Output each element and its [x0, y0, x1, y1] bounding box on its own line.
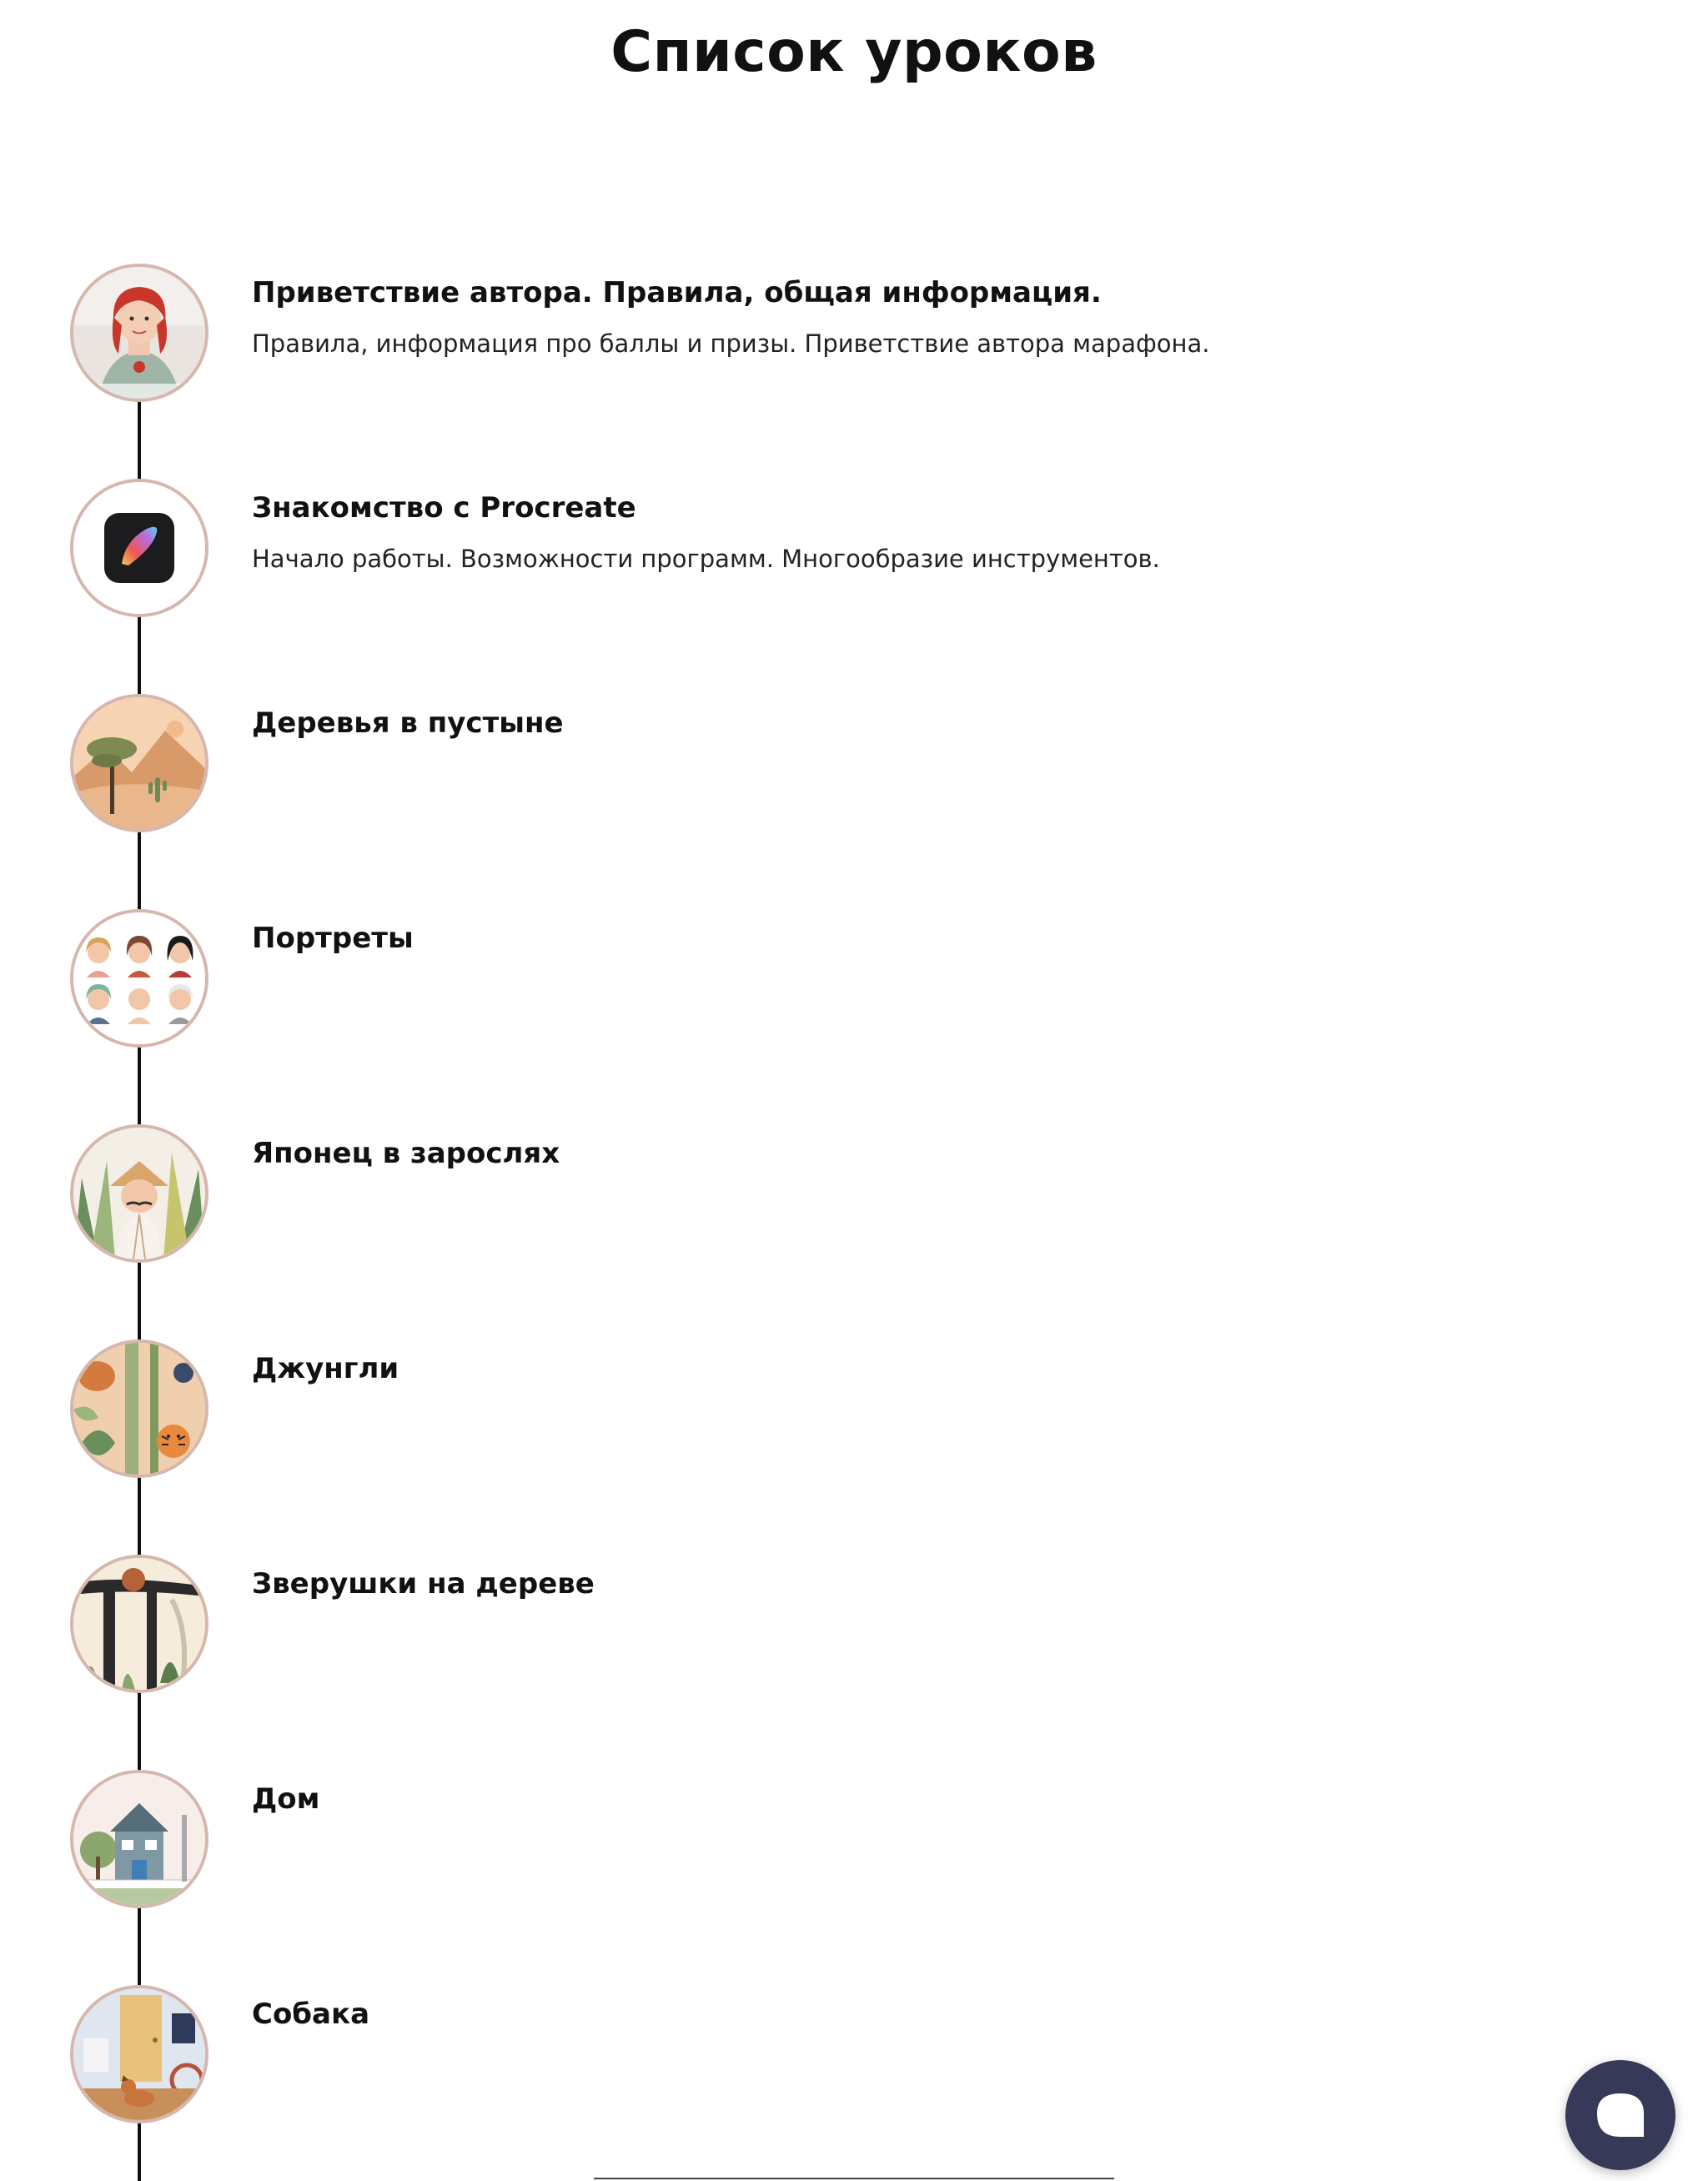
jungle-image[interactable]	[70, 1339, 208, 1478]
page-title: Список уроков	[610, 19, 1098, 85]
lesson-title[interactable]: Знакомство с Procreate	[252, 491, 636, 525]
lesson-item[interactable]	[70, 264, 1655, 405]
house-image[interactable]	[70, 1770, 208, 1908]
lesson-item[interactable]	[70, 479, 1655, 621]
lesson-description: Правила, информация про баллы и призы. Приветствие автора марафона.	[252, 329, 1210, 358]
lesson-item[interactable]	[70, 1555, 1655, 1696]
lesson-item[interactable]	[70, 1124, 1655, 1266]
lesson-item[interactable]	[70, 909, 1655, 1051]
lesson-title[interactable]: Приветствие автора. Правила, общая информация.	[252, 276, 1102, 309]
bottom-divider	[594, 2178, 1114, 2179]
lesson-title[interactable]: Портреты	[252, 922, 414, 955]
animals-on-tree-image[interactable]	[70, 1555, 208, 1693]
dog-image[interactable]	[70, 1985, 208, 2123]
japanese-man-image[interactable]	[70, 1124, 208, 1263]
author-portrait-image[interactable]	[70, 264, 208, 402]
lesson-title[interactable]: Собака	[252, 1998, 370, 2031]
desert-trees-image[interactable]	[70, 694, 208, 832]
lesson-item[interactable]	[70, 1770, 1655, 1912]
lesson-title[interactable]: Джунгли	[252, 1352, 399, 1385]
procreate-app-icon[interactable]	[70, 479, 208, 617]
chat-button[interactable]	[1565, 2060, 1675, 2170]
lesson-title[interactable]: Японец в зарослях	[252, 1137, 560, 1170]
lesson-item[interactable]	[70, 1339, 1655, 1481]
lesson-item[interactable]	[70, 694, 1655, 836]
portraits-image[interactable]	[70, 909, 208, 1048]
chat-bubble-icon	[1565, 2060, 1675, 2170]
lesson-title[interactable]: Деревья в пустыне	[252, 706, 564, 740]
lesson-title[interactable]: Зверушки на дереве	[252, 1567, 595, 1601]
lesson-title[interactable]: Дом	[252, 1782, 320, 1816]
lesson-item[interactable]	[70, 1985, 1655, 2127]
lesson-description: Начало работы. Возможности программ. Многообразие инструментов.	[252, 545, 1160, 573]
